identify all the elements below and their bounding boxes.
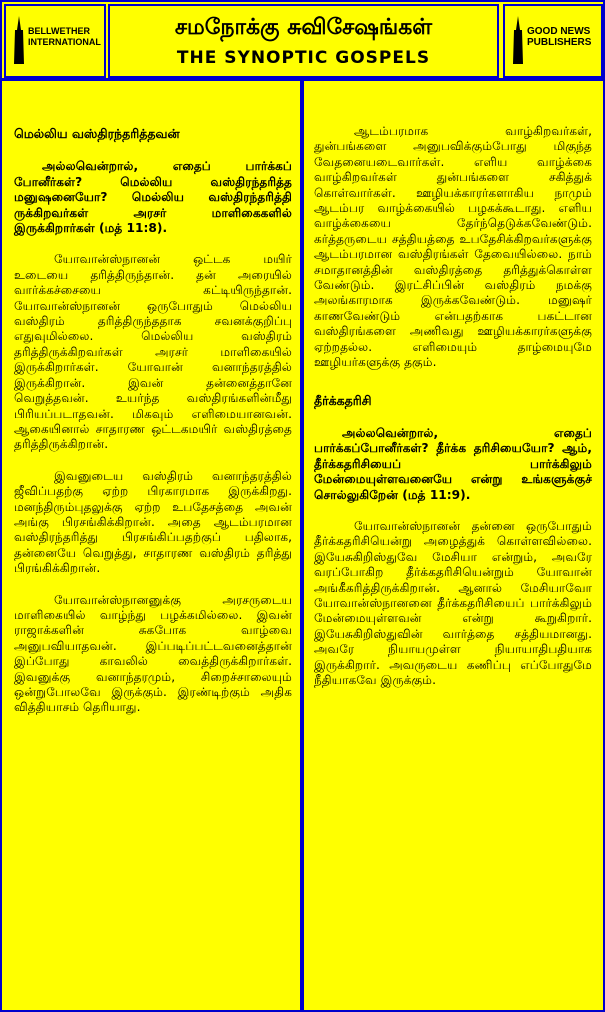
bellwether-logo bbox=[4, 4, 106, 78]
paragraph: யோவான்ஸ்நானன் ஒட்டக மயிர் உடையை தரித்திருந்தான். தன் அரையில் வார்க்கச்சையை கட்டியிருந்தான். யோவான்ஸ்நானன் ஒருபோதும் மெல்லிய வஸ்திரம் தரித்திருந்ததாக சவனக்குறிப்பு எதுவுமில்லை. மெல்லிய வஸ்திரம் தரித்திருக்கிறவர்கள் அரசர் மாளிகையில் இருக்கிறார்கள். யோவான் வனாந்தரத்தில் இருக்கிறான். இவன் தன்னைத்தானே வெறுத்தவன். உயர்ந்த வஸ்திரங்களின்மீது பிரியப்படாதவன். மிகவும் எளிமையானவன். ஆகையினால் சாதாரண ஒட்டகமயிர் வஸ்திரத்தை தரித்திருக்கிறான். bbox=[14, 252, 292, 452]
bellwether-line1: BELLWETHER bbox=[28, 26, 90, 36]
paragraph: யோவான்ஸ்நானன் தன்னை ஒருபோதும் தீர்க்கதரிசியென்று அழைத்துக் கொள்ளவில்லை. இயேசுகிறிஸ்துவே மேசியா என்றும், அவரே வரப்போகிற தீர்க்கதரிசியென்றும் யோவான் அங்கீகரித்திருக்கிறான். ஆனால் மேசியாவோ யோவான்ஸ்நானனை தீர்க்கதரிசியைப் பார்க்கிலும் மேன்மையுள்ளவன் என்று கூறுகிறார். இயேசுகிறிஸ்துவின் வார்த்தை சத்தியமானது. அவரே நியாயமுள்ள நியாயாதிபதியாக இருக்கிறார். அவருடைய கணிப்பு எப்போதுமே நீதியாகவே இருக்கும். bbox=[314, 518, 592, 687]
tower-icon bbox=[12, 16, 26, 66]
left-column bbox=[14, 80, 292, 716]
page-header bbox=[0, 0, 605, 80]
good-news-line1: GOOD NEWS bbox=[527, 26, 591, 37]
good-news-line2: PUBLISHERS bbox=[527, 37, 592, 48]
page-title-english: THE SYNOPTIC GOSPELS bbox=[176, 48, 431, 68]
tower-icon bbox=[511, 16, 525, 66]
paragraph: இவனுடைய வஸ்திரம் வனாந்தரத்தில் ஜீவிப்பதற்கு ஏற்ற பிரகாரமாக இருக்கிறது. மனந்திரும்புதலுக்கு ஏற்ற உபதேசத்தை அவன் அங்கு பிரசங்கிக்கிறான். அதை ஆடம்பரமான வஸ்திரந்தரித்து பிரசங்கிப்பதற்குப் பதிலாக, தன்னையே வெறுத்து, சாதாரண வஸ்திரம் தரித்து பிரங்கிக்கிறான். bbox=[14, 468, 292, 576]
bellwether-line2: INTERNATIONAL bbox=[28, 37, 101, 47]
scripture-quote: அல்லவென்றால், எதைப் பார்க்கப் போனீர்கள்? மெல்லிய வஸ்திரந்தரித்த மனுஷனையோ? மெல்லிய வஸ்திரந்தரித்தி ருக்கிறவர்கள் அரசர் மாளிகைகளில் இருக்கிறார்கள் (மத் 11:8). bbox=[14, 159, 292, 236]
good-news-logo bbox=[503, 4, 603, 78]
paragraph: யோவான்ஸ்நானனுக்கு அரசருடைய மாளிகையில் வாழ்ந்து பழக்கமில்லை. இவன் ராஜாக்களின் சுகபோக வாழ்வை அனுபவியாதவன். இப்படிப்பட்டவனைத்தான் இப்போது காவலில் வைத்திருக்கிறார்கள். இவனுக்கு வனாந்தரமும், சிறைச்சாலையும் ஒன்றுபோலவே இருக்கும். இரண்டிற்கும் அதிக வித்தியாசம் தெரியாது. bbox=[14, 592, 292, 715]
paragraph: ஆடம்பரமாக வாழ்கிறவர்கள், துன்பங்களை அனுபவிக்கும்போது மிகுந்த வேதனையடைவார்கள். எளிய வாழ்க்கை வாழ்கிறவர்கள் துன்பங்களை சகித்துக் கொள்வார்கள். ஊழியக்காரர்களாகிய நாமும் ஆடம்பர வாழ்க்கையில் பழகக்கூடாது. எளிய வாழ்க்கையை தேர்ந்தெடுக்கவேண்டும். கர்த்தருடைய சத்தியத்தை உபதேசிக்கிறவர்களுக்கு ஆடம்பரமான வஸ்திரங்கள் தேவையில்லை. நாம் சமாதானத்தின் வஸ்திரத்தை தரித்துக்கொள்ள வேண்டும். இரட்சிப்பின் வஸ்திரம் நமக்கு அலங்காரமாக இருக்கவேண்டும். மனுஷர் காணவேண்டும் என்பதற்காக பகட்டான வஸ்திரங்களை அணிவது ஊழியக்காரர்களுக்கு ஏற்றதல்ல. எளிமையும் தாழ்மையுமே ஊழியர்களுக்கு தகும். bbox=[314, 124, 592, 370]
section-heading: தீர்க்கதரிசி bbox=[314, 392, 372, 408]
section-heading: மெல்லிய வஸ்திரந்தரித்தவன் bbox=[14, 126, 180, 141]
page-title-tamil: சமநோக்கு சுவிசேஷங்கள் bbox=[174, 15, 433, 40]
title-box bbox=[108, 4, 499, 78]
scripture-quote: அல்லவென்றால், எதைப் பார்க்கப்போனீர்கள்? தீர்க்க தரிசியையோ? ஆம், தீர்க்கதரிசியைப் பார்க்கிலும் மேன்மையுள்ளவனையே என்று உங்களுக்குச் சொல்லுகிறேன் (மத் 11:9). bbox=[314, 425, 592, 502]
column-divider bbox=[300, 80, 304, 1012]
right-column bbox=[314, 80, 592, 688]
